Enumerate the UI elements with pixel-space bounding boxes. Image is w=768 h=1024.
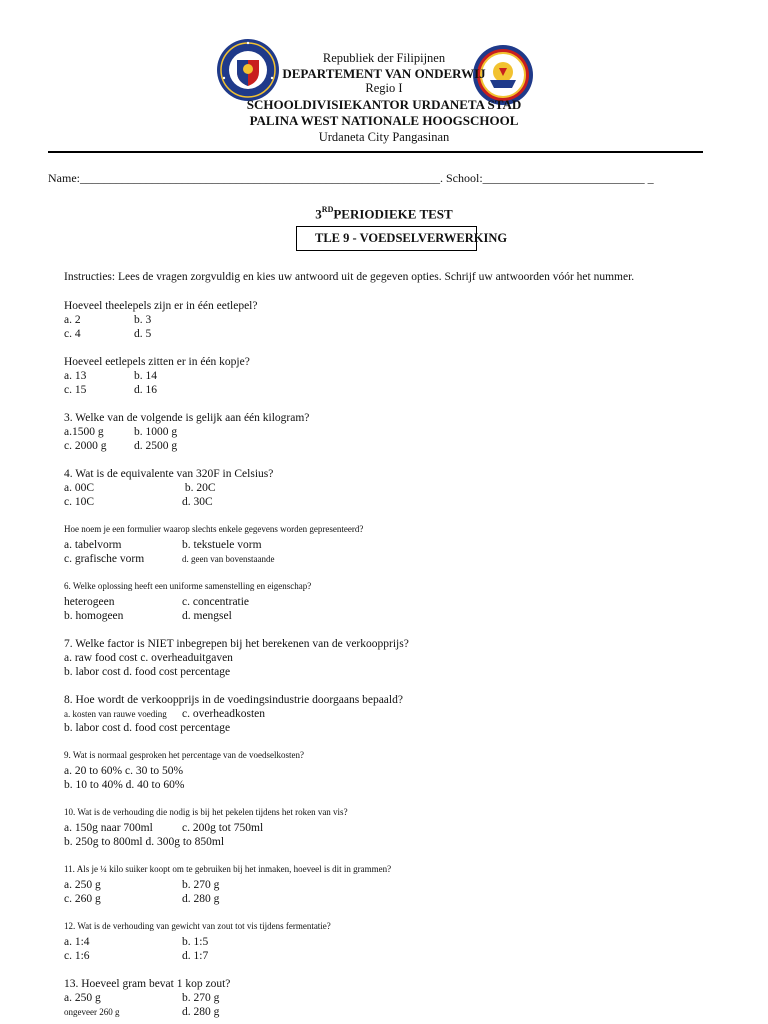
header-divider	[48, 151, 703, 153]
answer-option: d. 2500 g	[134, 440, 178, 452]
question-number: 4.	[64, 468, 73, 480]
answer-option: c. 200g tot 750ml	[182, 822, 264, 834]
answer-option: a. kosten van rauwe voeding	[64, 709, 167, 719]
question-prompt: Welke van de volgende is gelijk aan één kilogram?	[75, 412, 310, 424]
question-prompt: Wat is de equivalente van 320F in Celsius?	[75, 468, 274, 480]
instructions: Instructies: Lees de vragen zorgvuldig en kies uw antwoord uit de gegeven opties. Schrijf uw antwoorden vóór het nummer.	[64, 271, 635, 283]
title-ordinal-suffix: RD	[321, 205, 334, 214]
region-line: Regio I	[365, 81, 403, 95]
answer-option: d. 280 g	[182, 893, 220, 905]
question-text	[64, 355, 704, 369]
subject-title: TLE 9 - VOEDSELVERWERKING	[315, 231, 508, 245]
school-label: School:	[446, 171, 483, 185]
question-number: 8.	[64, 694, 73, 706]
answer-option: c. 10C	[64, 496, 95, 508]
option-row	[64, 764, 704, 778]
division-line: SCHOOLDIVISIEKANTOR URDANETA STAD	[246, 97, 522, 112]
question-text	[64, 977, 704, 991]
option-row	[64, 721, 704, 735]
question-12	[64, 920, 704, 963]
option-row	[64, 369, 704, 383]
option-row	[64, 949, 704, 963]
answer-option: c. 15	[64, 384, 87, 396]
answer-option: heterogeen	[64, 596, 115, 608]
option-row	[64, 552, 704, 566]
answer-option: a. 00C	[64, 482, 95, 494]
question-5	[64, 523, 704, 566]
name-label: Name:	[48, 171, 80, 185]
answer-option: d. geen van bovenstaande	[182, 554, 275, 564]
title-ordinal: 3	[315, 206, 322, 222]
question-text	[64, 580, 704, 593]
question-11	[64, 863, 704, 906]
question-prompt: Wat is de verhouding die nodig is bij het pekelen tijdens het roken van vis?	[77, 807, 348, 817]
question-text	[64, 806, 704, 819]
answer-option: b. 1:5	[182, 936, 209, 948]
question-2	[64, 355, 704, 397]
question-10	[64, 806, 704, 849]
question-1	[64, 299, 704, 341]
option-row	[64, 609, 704, 623]
answer-option: b. 14	[134, 370, 157, 382]
option-row	[64, 425, 704, 439]
answer-option: a. 1:4	[64, 936, 90, 948]
question-prompt: Hoe wordt de verkoopprijs in de voedingsindustrie doorgaans bepaald?	[75, 694, 403, 706]
answer-option: a. 150g naar 700ml	[64, 822, 153, 834]
question-13	[64, 977, 704, 1019]
answer-option: c. 1:6	[64, 950, 90, 962]
option-row	[64, 991, 704, 1005]
option-row	[64, 665, 704, 679]
question-text	[64, 299, 704, 313]
option-row	[64, 595, 704, 609]
option-line: b. 10 to 40% d. 40 to 60%	[64, 779, 185, 791]
answer-option: d. mengsel	[182, 610, 232, 622]
question-prompt: Hoeveel eetlepels zitten er in één kopje?	[64, 356, 250, 368]
question-text	[64, 863, 704, 876]
answer-option: ongeveer 260 g	[64, 1007, 120, 1017]
question-number: 12.	[64, 921, 76, 931]
answer-option: d. 5	[134, 328, 152, 340]
question-7	[64, 637, 704, 679]
option-row	[64, 439, 704, 453]
question-number: 6.	[64, 581, 71, 591]
option-row	[64, 892, 704, 906]
option-line: a. raw food cost c. overheaduitgaven	[64, 652, 233, 664]
answer-option: a. tabelvorm	[64, 539, 122, 551]
question-list	[64, 299, 704, 1024]
question-number: 3.	[64, 412, 73, 424]
question-text	[64, 637, 704, 651]
option-line: a. 20 to 60% c. 30 to 50%	[64, 765, 184, 777]
option-row	[64, 835, 704, 849]
answer-option: c. overheadkosten	[182, 708, 266, 720]
answer-option: a.1500 g	[64, 426, 104, 438]
question-text	[64, 467, 704, 481]
question-prompt: Welke factor is NIET inbegrepen bij het berekenen van de verkoopprijs?	[75, 638, 409, 650]
question-6	[64, 580, 704, 623]
option-row	[64, 878, 704, 892]
question-prompt: Hoe noem je een formulier waarop slechts enkele gegevens worden gepresenteerd?	[64, 524, 364, 534]
option-row	[64, 538, 704, 552]
option-row	[64, 707, 704, 721]
city-line: Urdaneta City Pangasinan	[318, 130, 450, 144]
question-number: 7.	[64, 638, 73, 650]
question-4	[64, 467, 704, 509]
question-prompt: Wat is normaal gesproken het percentage van de voedselkosten?	[72, 750, 305, 760]
answer-option: b. 270 g	[182, 879, 220, 891]
question-text	[64, 693, 704, 707]
answer-option: c. grafische vorm	[64, 553, 145, 565]
question-text	[64, 523, 704, 536]
question-prompt: Als je ¼ kilo suiker koopt om te gebruiken bij het inmaken, hoeveel is dit in grammen?	[76, 864, 392, 874]
question-text	[64, 411, 704, 425]
answer-option: d. 16	[134, 384, 157, 396]
option-line: b. labor cost d. food cost percentage	[64, 722, 231, 734]
answer-option: b. 1000 g	[134, 426, 178, 438]
school-trailing: _	[647, 171, 654, 185]
answer-option: c. concentratie	[182, 596, 250, 608]
answer-option: c. 260 g	[64, 893, 101, 905]
question-8	[64, 693, 704, 735]
question-3	[64, 411, 704, 453]
option-row	[64, 1005, 704, 1019]
answer-option: d. 280 g	[182, 1006, 220, 1018]
answer-option: a. 250 g	[64, 879, 101, 891]
answer-option: c. 2000 g	[64, 440, 107, 452]
answer-option: a. 13	[64, 370, 87, 382]
name-blank: ____________________________________________________________	[80, 171, 440, 185]
school-name-line: PALINA WEST NATIONALE HOOGSCHOOL	[249, 113, 519, 128]
question-text	[64, 920, 704, 933]
title-text: PERIODIEKE TEST	[333, 206, 453, 222]
option-line: b. 250g to 800ml d. 300g to 850ml	[64, 836, 225, 848]
answer-option: b. 270 g	[182, 992, 220, 1004]
country-line: Republiek der Filipijnen	[322, 51, 446, 65]
answer-option: d. 1:7	[182, 950, 209, 962]
answer-option: a. 250 g	[64, 992, 101, 1004]
question-number: 10.	[64, 807, 76, 817]
answer-option: d. 30C	[182, 496, 213, 508]
option-row	[64, 327, 704, 341]
option-row	[64, 481, 704, 495]
department-line: DEPARTEMENT VAN ONDERWIJ	[282, 66, 486, 81]
answer-option: a. 2	[64, 314, 81, 326]
question-text	[64, 749, 704, 762]
name-school-line: Name:____________________________________________________________. School:___________________________ _	[48, 171, 654, 185]
option-row	[64, 821, 704, 835]
answer-option: b. tekstuele vorm	[182, 539, 262, 551]
option-line: b. labor cost d. food cost percentage	[64, 666, 231, 678]
question-prompt: Hoeveel theelepels zijn er in één eetlepel?	[64, 300, 258, 312]
option-row	[64, 383, 704, 397]
question-number: 9.	[64, 750, 71, 760]
option-row	[64, 935, 704, 949]
question-prompt: Hoeveel gram bevat 1 kop zout?	[81, 978, 231, 990]
answer-option: b. 3	[134, 314, 152, 326]
exam-title	[0, 206, 768, 222]
question-prompt: Wat is de verhouding van gewicht van zout tot vis tijdens fermentatie?	[77, 921, 331, 931]
question-number: 11.	[64, 864, 75, 874]
option-row	[64, 651, 704, 665]
option-row	[64, 778, 704, 792]
question-number: 13.	[64, 978, 79, 990]
question-prompt: Welke oplossing heeft een uniforme samenstelling en eigenschap?	[72, 581, 312, 591]
question-9	[64, 749, 704, 792]
option-row	[64, 313, 704, 327]
answer-option: b. homogeen	[64, 610, 124, 622]
school-blank: ___________________________	[482, 171, 645, 185]
option-row	[64, 495, 704, 509]
answer-option: b. 20C	[182, 482, 216, 494]
answer-option: c. 4	[64, 328, 81, 340]
